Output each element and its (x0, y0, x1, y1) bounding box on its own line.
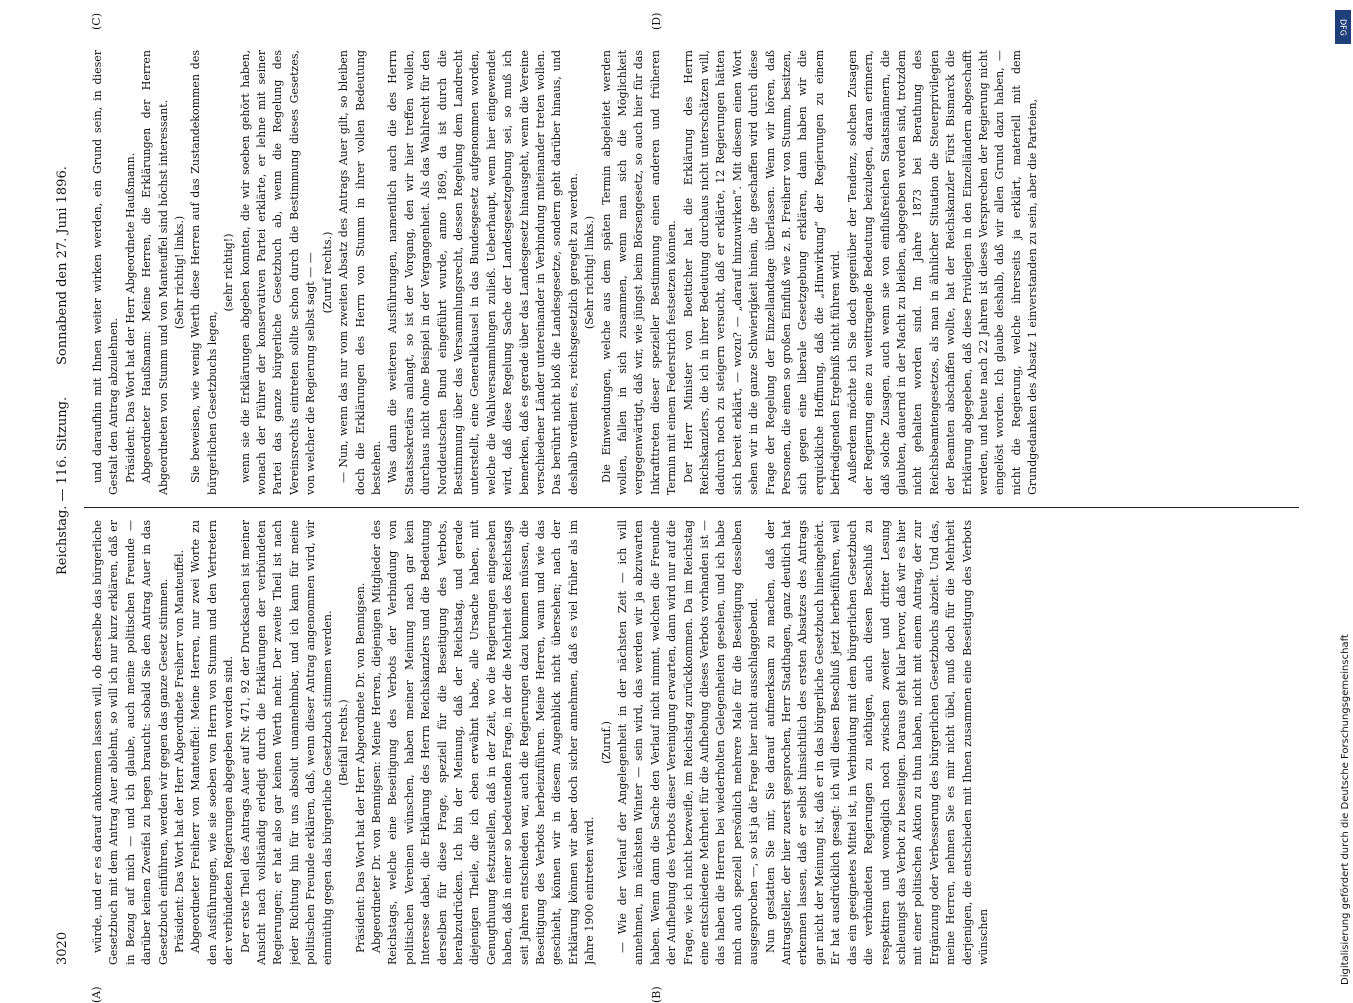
session-title: Reichstag. — 116. Sitzung. (55, 396, 70, 575)
paragraph: Präsident: Das Wort hat der Herr Abgeordnete Dr. von Bennigsen. (353, 582, 367, 953)
text-column-right (90, 50, 1300, 495)
paragraph: und daraufhin mit Ihnen weiter wirken werden, ein Grund sein, in dieser Gestalt den Antrag abzulehnen. (91, 50, 121, 495)
paragraph: Abgeordneter Freiherr von Manteuffel: Meine Herren, nur zwei Worte zu den Ausführungen, wie sie soeben von Herrn von Stumm und den Vertretern der verbündeten Regierungen abgegeben worden sind. (189, 520, 236, 965)
paragraph: — Nun, wenn das nur vom zweiten Absatz des Antrags Auer gilt, so bleiben doch die Erklärungen des Herrn von Stumm in ihrer vollen Bedeutung bestehen. (337, 50, 383, 495)
text-column-left (90, 520, 1300, 965)
column-divider (84, 507, 1299, 508)
interjection: (Sehr richtig! links.) (173, 215, 187, 330)
margin-marker-b: (B) (650, 986, 663, 1003)
margin-marker-c: (C) (90, 13, 103, 30)
paragraph: Nun gestatten Sie mir, Sie darauf aufmerksam zu machen, daß der Antragsteller, der hier zuerst gesprochen, Herr Stadthagen, ganz deutlich hat erkennen lassen, daß er selbst hinsichtlich des ersten Absatzes des Antrags gar nicht der Meinung ist, daß er in das bürgerliche Gesetzbuch hineingehört. Er hat ausdrücklich gesagt: ich will diesen Beschluß jetzt herbeiführen, weil das ein geeignetes Mittel ist, in Verbindung mit dem bürgerlichen Gesetzbuch die verbündeten Regierungen zu nöthigen, auch diesen Beschluß zu respektiren und womöglich noch zwischen zweiter und dritter Lesung schleunigst das Verbot zu beseitigen. Daraus geht klar hervor, daß wir es hier mit einer politischen Aktion zu thun haben, nicht mit einem Antrag, der zur Ergänzung oder Verbesserung des bürgerlichen Gesetzbuchs abzielt. Und das, meine Herren, nehmen Sie es mir nicht übel, muß doch für die Mehrheit derjenigen, die entschieden mit Ihnen zusammen eine Beseitigung des Verbots wünschen (763, 520, 990, 965)
paragraph: Präsident: Das Wort hat der Herr Abgeordnete Haußmann. (123, 152, 137, 483)
paragraph: Der Herr Minister von Boetticher hat die Erklärung des Herrn Reichskanzlers, die ich in ihrer Bedeutung durchaus nicht unterschätzen will, dadurch noch zu steigern versucht, daß er erklärte, 12 Regierungen hätten sich bereit erklärt, — wozu? — „darauf hinzuwirken“. Mit diesem einen Wort sehen wir in die ganze Schwierigkeit hinein, die geschaffen wird durch diese Frage der Regelung der Einzellandtage überlassen. Wenn wir hören, daß Personen, die einen so großen Einfluß wie z. B. Freiherr von Stumm, besitzen, sich gegen eine liberale Gesetzgebung erklären, dann haben wir die erquickliche Hoffnung, daß die „Hinwirkung“ der Regierungen zu einem befriedigenden Ergebniß nicht führen wird. (681, 50, 843, 495)
page-number: 3020 (55, 931, 70, 965)
paragraph: Sie beweisen, wie wenig Werth diese Herren auf das Zustandekommen des bürgerlichen Gesetzbuchs legen, (189, 50, 219, 495)
paragraph: — Wie der Verlauf der Angelegenheit in der nächsten Zeit — ich will annehmen, im nächsten Winter — sein wird, das werden wir ja abzuwarten haben. Wenn dann die Sache den Verlauf nicht nimmt, welchen die Freunde der Aufhebung des Verbots dieser Vereinigung erwarten, dann wird nur auf die Frage, wie ich nicht bezweifle, im Reichstag zurückkommen. Da im Reichstag eine entschiedene Mehrheit für die Aufhebung dieses Verbots vorhanden ist — das haben die Herren bei wiederholten Gelegenheiten gesehen, und ich habe mich auch speziell persönlich mehrere Male für die Beseitigung desselben ausgesprochen —, so ist ja die Frage hier nicht ausschlaggebend. (616, 520, 761, 965)
paragraph: Abgeordneter Dr. von Bennigsen: Meine Herren, diejenigen Mitglieder des Reichstags, welche eine Beseitigung des Verbots der Verbindung von politischen Vereinen wünschen, haben meiner Meinung nach gar kein Interesse dabei, die Erklärung des Herrn Reichskanzlers und die Bedeutung derselben für diese Frage, speziell für die Beseitigung des Verbots, herabzudrücken. Ich bin der Meinung, daß der Reichstag, und gerade diejenigen Theile, die ich eben erwähnt habe, alle Ursache haben, mit Genugthuung festzustellen, daß in der Zeit, wo die Regierungen eingesehen haben, daß in einer so bedeutenden Frage, in der die Mehrheit des Reichstags seit Jahren entschieden war, auch die Regierungen dazu kommen müssen, die Beseitigung des Verbots herbeizuführen. Meine Herren, wann und wie das geschieht, können wir in diesem Augenblick nicht übersehen; nach der Erklärung können wir aber doch sicher annehmen, daß es viel früher als im Jahre 1900 eintreten wird. (369, 520, 597, 965)
interjection: (sehr richtig!) (222, 233, 236, 312)
paragraph: wenn sie die Erklärungen abgeben konnten, die wir soeben gehört haben, wonach der Führer der konservativen Partei erklärte, er lehne mit seiner Partei das ganze bürgerliche Gesetzbuch ab, wenn die Regelung des Vereinsrechts eintreten sollte schon durch die Bestimmung dieses Gesetzes, von welcher die Regierung selbst sagt — — (238, 50, 318, 495)
page-header (50, 35, 76, 965)
paragraph: Präsident: Das Wort hat der Herr Abgeordnete Freiherr von Manteuffel. (173, 549, 187, 953)
session-date: Sonnabend den 27. Juni 1896. (55, 166, 70, 365)
paragraph: würde, und er es darauf ankommen lassen will, ob derselbe das bürgerliche Gesetzbuch mit dem Antrag Auer ablehnt, so will ich nur kurz erklären, daß er in Bezug auf mich — und ich glaube, auch meine politischen Freunde — darüber keinen Zweifel zu hegen braucht: sobald Sie den Antrag Auer in das Gesetzbuch einführen, werden wir gegen das ganze Gesetz stimmen. (91, 520, 170, 965)
margin-marker-a: (A) (90, 986, 103, 1003)
interjection: (Zuruf rechts.) (320, 231, 334, 314)
newspaper-page (50, 12, 1305, 1003)
digitization-note: Digitalisierung gefördert durch die Deutsche Forschungsgemeinschaft (1340, 634, 1351, 985)
paragraph: Die Einwendungen, welche aus dem späten Termin abgeleitet werden wollen, fallen in sich zusammen, wenn man sich die Möglichkeit vergegenwärtigt, daß wir, wie jüngst beim Börsengesetz, so auch hier für das Inkrafttreten dieser spezieller Bestimmung einen anderen und früheren Termin mit einem Federstrich festsetzen können. (599, 50, 679, 495)
paragraph: Der erste Theil des Antrags Auer auf Nr. 471, 92 der Drucksachen ist meiner Ansicht nach vollständig erledigt durch die Erklärungen der verbündeten Regierungen; er hat also gar keinen Werth mehr. Der zweite Theil ist nach jeder Richtung hin für uns absolut unannehmbar, und ich kann für meine politischen Freunde erklären, daß, wenn dieser Antrag angenommen wird, wir einmüthig gegen das bürgerliche Gesetzbuch stimmen werden. (238, 520, 334, 965)
interjection: (Sehr richtig! links.) (583, 215, 597, 330)
paragraph: Was dann die weiteren Ausführungen, namentlich auch die des Herrn Staatssekretärs anlangt, so ist der Vorgang, den wir hier treffen wollen, durchaus nicht ohne Beispiel in der Vergangenheit. Als das Wahlrecht für den Norddeutschen Bund eingeführt wurde, anno 1869, da ist durch die Bestimmung über das Versammlungsrecht, dessen Regelung dem Landrecht unterstellt, eine Generalklausel in das Bundesgesetz aufgenommen worden, welche die Wahlversammlungen zuließ. Ueberhaupt, wenn hier eingewendet wird, daß diese Regelung Sache der Landesgesetzgebung sei, so muß ich bemerken, daß es gerade über das Landesgesetz hinausgeht, wenn die Vereine verschiedener Länder untereinander in Verbindung miteinander treten wollen. Das berührt nicht bloß die Landesgesetze, sondern geht darüber hinaus, und deshalb verdient es, reichsgesetzlich geregelt zu werden. (386, 50, 580, 495)
interjection: (Zuruf.) (599, 721, 613, 764)
paragraph: Außerdem möchte ich Sie doch gegenüber der Tendenz, solchen Zusagen der Regierung eine zu weittragende Bedeutung beizulegen, daran erinnern, daß solche Zusagen, auch wenn sie von einflußreichen Staatsmännern, die glaubten, dauernd in der Macht zu bleiben, abgegeben worden sind, trotzdem nicht gehalten worden sind. Im Jahre 1873 bei Berathung des Reichsbeamtengesetzes, als man in ähnlicher Situation die Steuerprivilegien der Beamten abschaffen wollte, hat der Reichskanzler Fürst Bismarck die Erklärung abgegeben, daß diese Privilegien in den Einzelländern abgeschafft werden, und heute nach 22 Jahren ist dieses Versprechen der Regierung nicht eingelöst worden. Ich glaube deshalb, daß wir allen Grund dazu haben, — nicht die Regierung, welche ihrerseits ja erklärt, materiell mit dem Grundgedanken des Absatz 1 einverstanden zu sein, aber die Parteien, (845, 50, 1040, 495)
paragraph: Abgeordneter Haußmann: Meine Herren, die Erklärungen der Herren Abgeordneten von Stumm und von Manteuffel sind höchst interessant. (140, 50, 170, 495)
margin-marker-d: (D) (650, 12, 663, 30)
dfg-logo: DFG (1335, 10, 1351, 44)
interjection: (Beifall rechts.) (337, 699, 351, 786)
